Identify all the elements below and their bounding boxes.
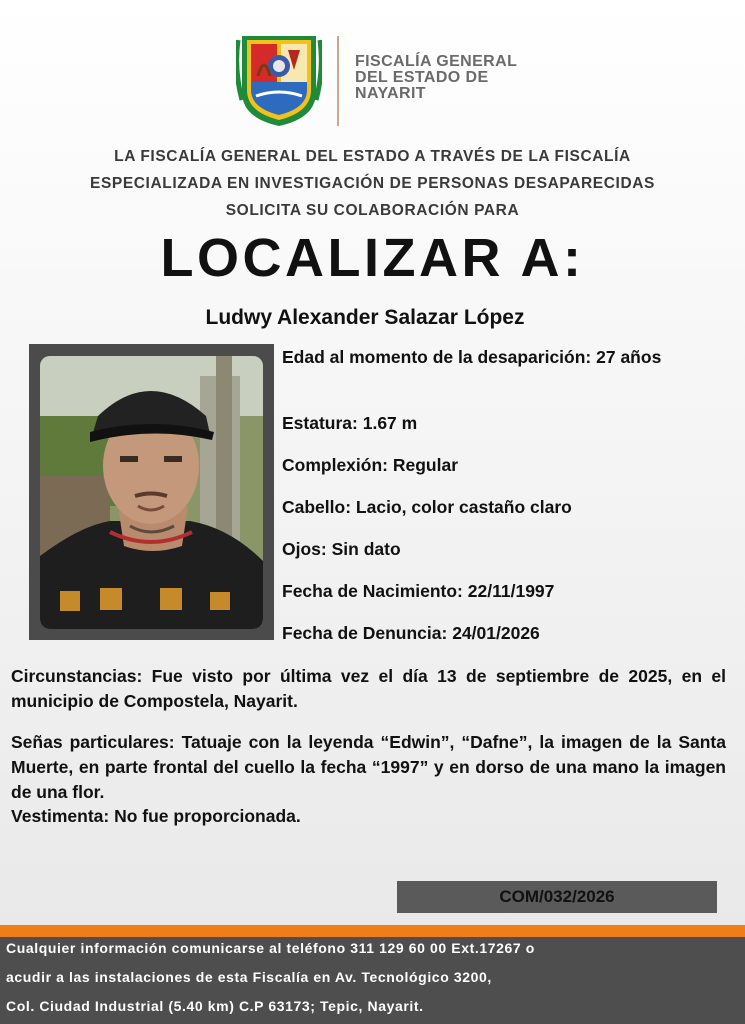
detail-label: Fecha de Nacimiento: xyxy=(282,581,463,601)
detail-age xyxy=(282,345,661,369)
detail-value: Lacio, color castaño claro xyxy=(355,497,572,517)
institution-line: DEL ESTADO DE xyxy=(355,69,489,86)
detail-value: Sin dato xyxy=(331,539,401,559)
detail-value: 22/11/1997 xyxy=(467,581,555,601)
institution-line: NAYARIT xyxy=(355,85,426,102)
detail-label: Cabello: xyxy=(282,497,352,517)
detail-value: 27 años xyxy=(596,347,662,367)
detail-value: Regular xyxy=(392,455,459,475)
nayarit-coat-of-arms-icon xyxy=(236,30,322,128)
distinguishing-marks: Señas particulares: Tatuaje con la leyenda “Edwin”, “Dafne”, la imagen de la Santa Muerte, en parte frontal del cuello la fecha “1997” y en dorso de una mano la imagen de una flor. xyxy=(11,732,726,802)
detail-report-date xyxy=(282,621,540,645)
detail-label: Complexión: xyxy=(282,455,388,475)
detail-eyes xyxy=(282,537,401,561)
detail-build xyxy=(282,453,458,477)
person-name: Ludwy Alexander Salazar López xyxy=(205,306,525,329)
clothing: Vestimenta: No fue proporcionada. xyxy=(11,806,301,826)
person-photo xyxy=(40,356,263,629)
detail-label: Ojos: xyxy=(282,539,327,559)
detail-value: 1.67 m xyxy=(362,413,418,433)
intro-line: SOLICITA SU COLABORACIÓN PARA xyxy=(225,202,520,219)
contact-footer xyxy=(0,937,745,1024)
header-divider xyxy=(337,36,339,126)
detail-label: Edad al momento de la desaparición: xyxy=(282,347,592,367)
detail-birth-date xyxy=(282,579,554,603)
accent-stripe xyxy=(0,925,745,937)
intro-line: LA FISCALÍA GENERAL DEL ESTADO A TRAVÉS DE LA FISCALÍA xyxy=(114,148,631,165)
institution-name xyxy=(355,54,517,102)
intro-line: ESPECIALIZADA EN INVESTIGACIÓN DE PERSONAS DESAPARECIDAS xyxy=(90,175,655,192)
intro-text xyxy=(20,143,725,224)
circumstances: Circunstancias: Fue visto por última vez el día 13 de septiembre de 2025, en el municipio de Compostela, Nayarit. xyxy=(11,666,726,711)
footer-line: Cualquier información comunicarse al teléfono 311 129 60 00 Ext.17267 o xyxy=(6,940,535,956)
detail-hair xyxy=(282,495,572,519)
detail-height xyxy=(282,411,417,435)
photo-frame xyxy=(29,344,274,640)
detail-label: Fecha de Denuncia: xyxy=(282,623,448,643)
footer-line: Col. Ciudad Industrial (5.40 km) C.P 63173; Tepic, Nayarit. xyxy=(6,998,424,1014)
folio-number: COM/032/2026 xyxy=(499,887,615,906)
footer-line: acudir a las instalaciones de esta Fiscalía en Av. Tecnológico 3200, xyxy=(6,969,492,985)
detail-value: 24/01/2026 xyxy=(452,623,540,643)
institution-line: FISCALÍA GENERAL xyxy=(355,53,518,70)
detail-label: Estatura: xyxy=(282,413,358,433)
headline: LOCALIZAR A: xyxy=(160,228,585,288)
folio-badge xyxy=(397,881,717,913)
